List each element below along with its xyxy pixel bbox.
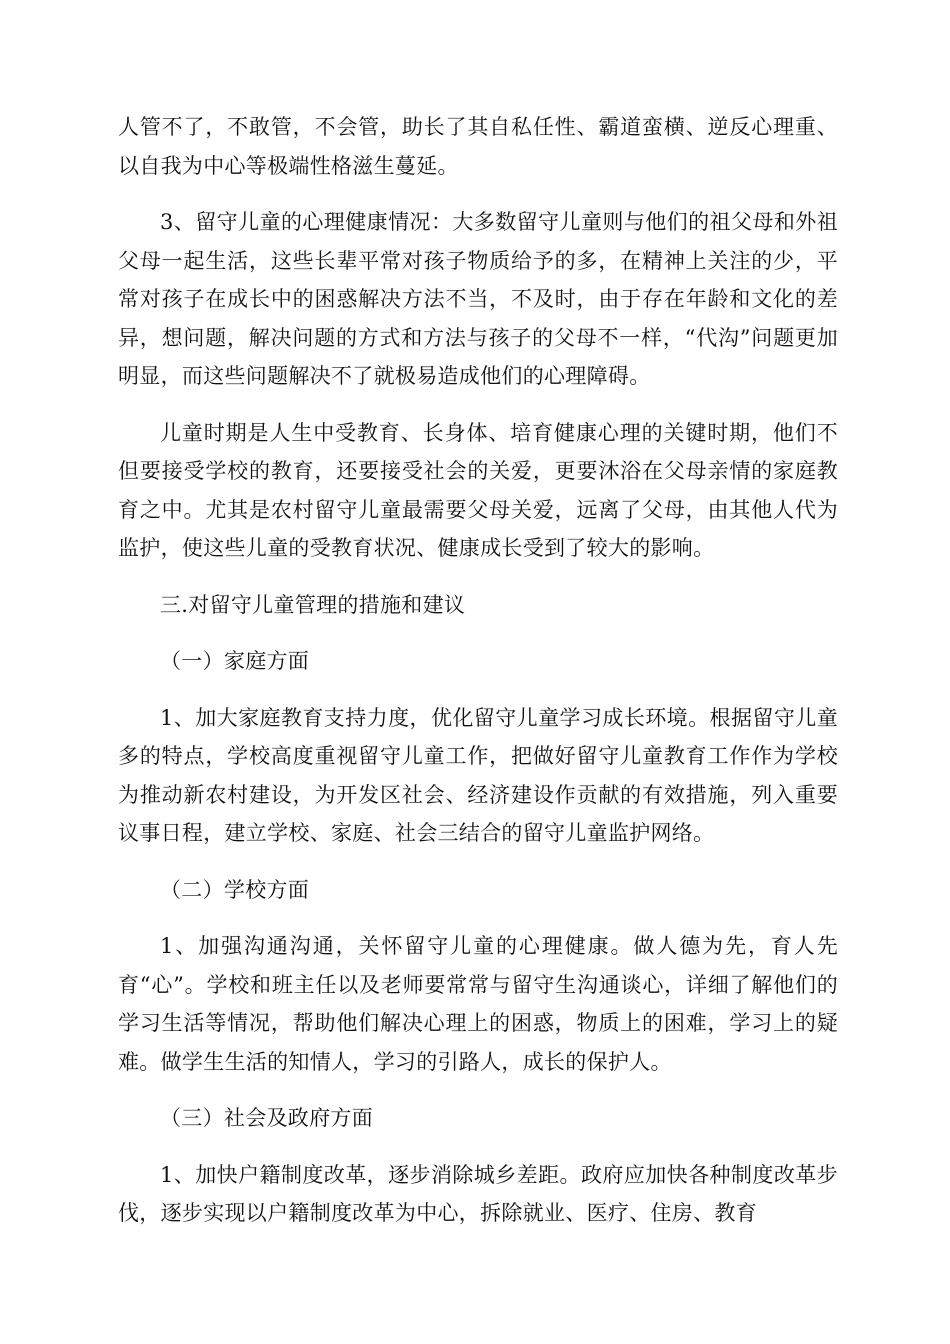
paragraph-household-reform: 1、加快户籍制度改革，逐步消除城乡差距。政府应加快各种制度改革步伐，逐步实现以户籍制度改革为中心，拆除就业、医疗、住房、教育 <box>118 1162 838 1225</box>
paragraph-family-support: 1、加大家庭教育支持力度，优化留守儿童学习成长环境。根据留守儿童多的特点，学校高度重视留守儿童工作，把做好留守儿童教育工作作为学校为推动新农村建设，为开发区社会、经济建设作贡献的有效措施，列入重要议事日程，建立学校、家庭、社会三结合的留守儿童监护网络。 <box>118 705 838 845</box>
paragraph-continuation: 人管不了，不敢管，不会管，助长了其自私任性、霸道蛮横、逆反心理重、以自我为中心等极端性格滋生蔓延。 <box>118 115 838 178</box>
document-body <box>118 108 838 1251</box>
paragraph-school-communication: 1、加强沟通沟通，关怀留守儿童的心理健康。做人德为先，育人先育“心”。学校和班主任以及老师要常常与留守生沟通谈心，详细了解他们的学习生活等情况，帮助他们解决心理上的困惑，物质上的困难，学习上的疑难。做学生生活的知情人，学习的引路人，成长的保护人。 <box>118 934 838 1074</box>
subheading-family: （一）家庭方面 <box>160 649 310 673</box>
paragraph-childhood-period: 儿童时期是人生中受教育、长身体、培育健康心理的关键时期，他们不但要接受学校的教育，还要接受社会的关爱，更要沐浴在父母亲情的家庭教育之中。尤其是农村留守儿童最需要父母关爱，远离了父母，由其他人代为监护，使这些儿童的受教育状况、健康成长受到了较大的影响。 <box>118 420 838 560</box>
subheading-society-government: （三）社会及政府方面 <box>160 1106 373 1130</box>
paragraph-mental-health: 3、留守儿童的心理健康情况：大多数留守儿童则与他们的祖父母和外祖父母一起生活，这些长辈平常对孩子物质给予的多，在精神上关注的少，平常对孩子在成长中的困惑解决方法不当，不及时，由于存在年龄和文化的差异，想问题，解决问题的方式和方法与孩子的父母不一样，“代沟”问题更加明显，而这些问题解决不了就极易造成他们的心理障碍。 <box>118 210 838 388</box>
subheading-school: （二）学校方面 <box>160 877 310 902</box>
section-heading-measures: 三.对留守儿童管理的措施和建议 <box>160 592 466 617</box>
